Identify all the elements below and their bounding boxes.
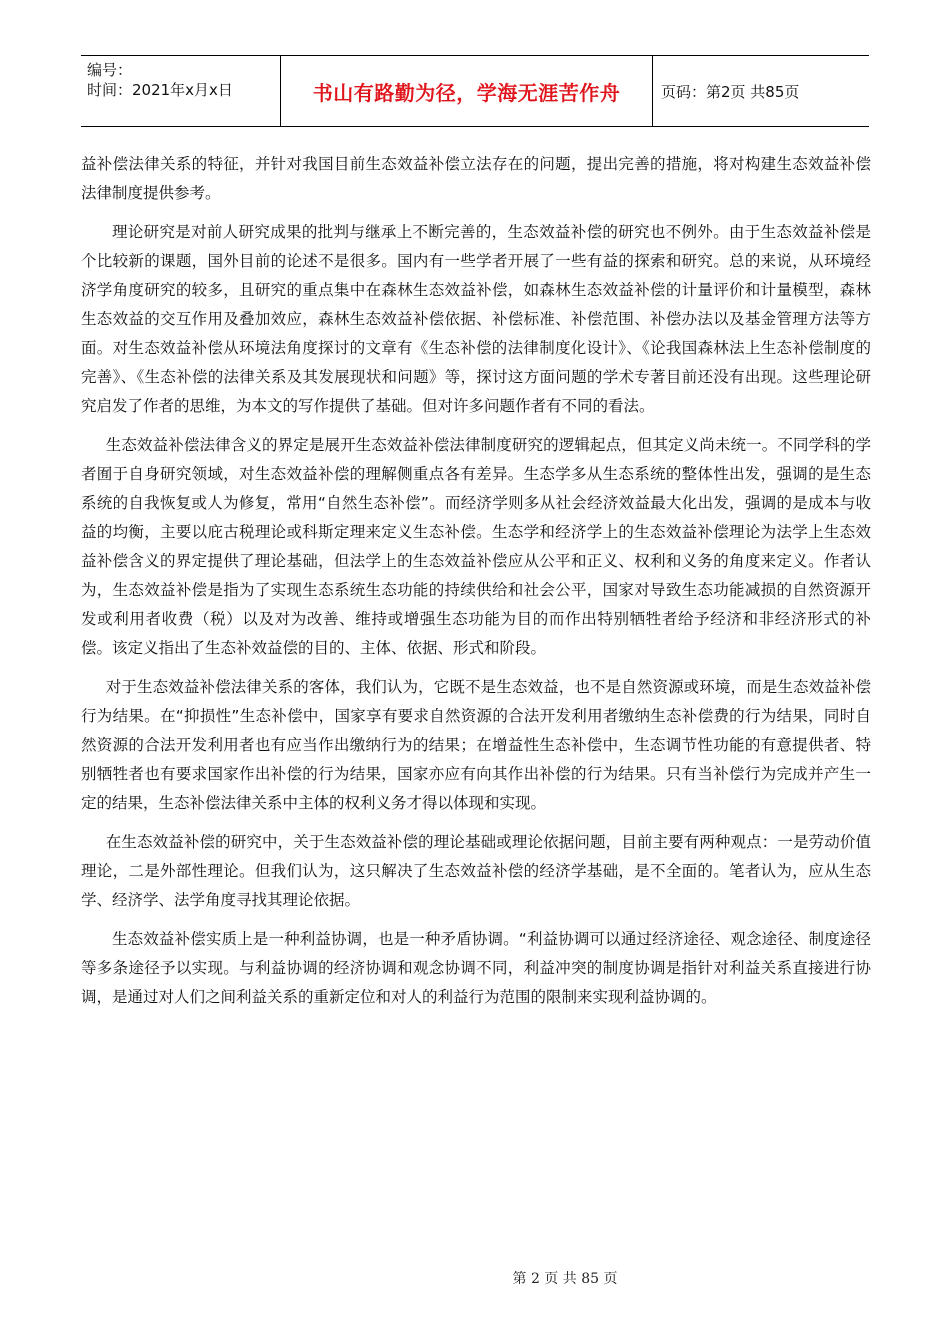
document-number-label: 编号： xyxy=(87,61,133,79)
header-left-cell xyxy=(81,56,281,126)
paragraph-theory-research: 理论研究是对前人研究成果的批判与继承上不断完善的，生态效益补偿的研究也不例外。由于生态效益补偿是个比较新的课题，国外目前的论述不是很多。国内有一些学者开展了一些有益的探索和研究。总的来说，从环境经济学角度研究的较多，且研究的重点集中在森林生态效益补偿，如森林生态效益补偿的计量评价和计量模型，森林生态效益的交互作用及叠加效应，森林生态效益补偿依据、补偿标准、补偿范围、补偿办法以及基金管理方法等方面。对生态效益补偿从环境法角度探讨的文章有《生态补偿的法律制度化设计》、《论我国森林法上生态补偿制度的完善》、《生态补偿的法律关系及其发展现状和问题》等，探讨这方面问题的学术专著目前还没有出现。这些理论研究启发了作者的思维，为本文的写作提供了基础。但对许多问题作者有不同的看法。 xyxy=(81,223,871,415)
paragraph-legal-object: 对于生态效益补偿法律关系的客体，我们认为，它既不是生态效益，也不是自然资源或环境，而是生态效益补偿行为结果。在“抑损性”生态补偿中，国家享有要求自然资源的合法开发利用者缴纳生态补偿费的行为结果，同时自然资源的合法开发利用者也有应当作出缴纳行为的结果；在增益性生态补偿中，生态调节性功能的有意提供者、特别牺牲者也有要求国家作出补偿的行为结果，国家亦应有向其作出补偿的行为结果。只有当补偿行为完成并产生一定的结果，生态补偿法律关系中主体的权利义务才得以体现和实现。 xyxy=(81,678,871,812)
page-header xyxy=(81,55,869,127)
header-page-cell xyxy=(653,56,869,126)
header-page-number: 页码：第2页 共85页 xyxy=(661,82,800,101)
header-motto-cell xyxy=(281,56,653,126)
paragraph-theoretical-basis: 在生态效益补偿的研究中，关于生态效益补偿的理论基础或理论依据问题，目前主要有两种观点：一是劳动价值理论，二是外部性理论。但我们认为，这只解决了生态效益补偿的经济学基础，是不全面的。笔者认为，应从生态学、经济学、法学角度寻找其理论依据。 xyxy=(81,833,871,909)
page-footer: 第 2 页 共 85 页 xyxy=(512,1271,618,1287)
document-body xyxy=(81,150,871,1022)
document-time-label: 时间：2021年x月x日 xyxy=(87,81,233,99)
paragraph-continuation: 益补偿法律关系的特征，并针对我国目前生态效益补偿立法存在的问题，提出完善的措施，将对构建生态效益补偿法律制度提供参考。 xyxy=(81,155,871,202)
paragraph-legal-definition: 生态效益补偿法律含义的界定是展开生态效益补偿法律制度研究的逻辑起点，但其定义尚未统一。不同学科的学者囿于自身研究领域，对生态效益补偿的理解侧重点各有差异。生态学多从生态系统的整体性出发，强调的是生态系统的自我恢复或人为修复，常用“自然生态补偿”。而经济学则多从社会经济效益最大化出发，强调的是成本与收益的均衡，主要以庇古税理论或科斯定理来定义生态补偿。生态学和经济学上的生态效益补偿理论为法学上生态效益补偿含义的界定提供了理论基础，但法学上的生态效益补偿应从公平和正义、权利和义务的角度来定义。作者认为，生态效益补偿是指为了实现生态系统生态功能的持续供给和社会公平，国家对导致生态功能减损的自然资源开发或利用者收费（税）以及对为改善、维持或增强生态功能为目的而作出特别牺牲者给予经济和非经济形式的补偿。该定义指出了生态补效益偿的目的、主体、依据、形式和阶段。 xyxy=(81,436,871,657)
paragraph-interest-coordination: 生态效益补偿实质上是一种利益协调，也是一种矛盾协调。“利益协调可以通过经济途径、观念途径、制度途径等多条途径予以实现。与利益协调的经济协调和观念协调不同，利益冲突的制度协调是指针对利益关系直接进行协调，是通过对人们之间利益关系的重新定位和对人的利益行为范围的限制来实现利益协调的。 xyxy=(81,930,871,1006)
header-motto: 书山有路勤为径，学海无涯苦作舟 xyxy=(312,80,621,105)
